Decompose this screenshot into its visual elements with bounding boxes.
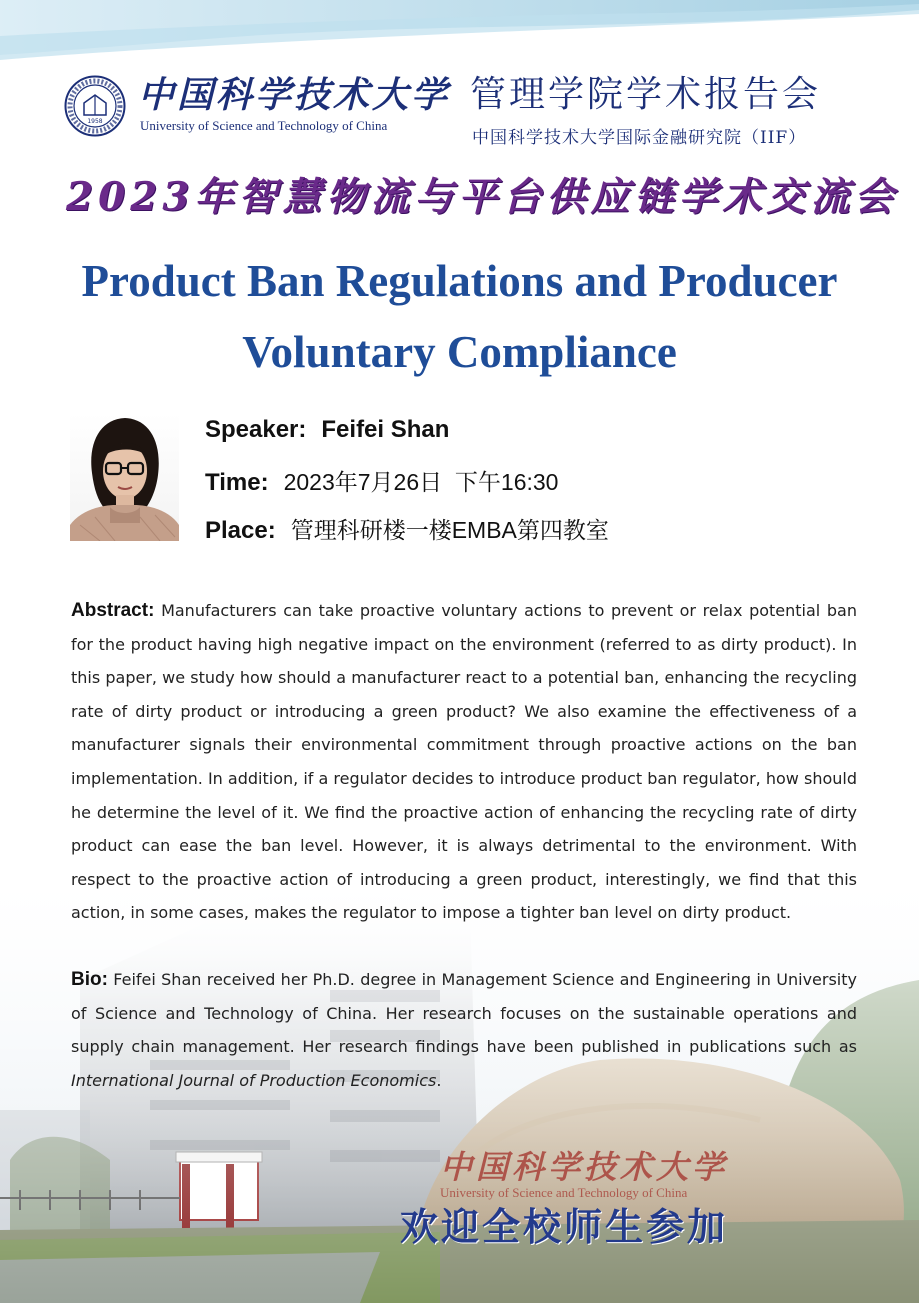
place-label: Place:	[205, 517, 276, 544]
time-value: 2023年7月26日 下午16:30	[283, 469, 559, 495]
place-value: 管理科研楼一楼EMBA第四教室	[290, 517, 609, 543]
talk-title	[30, 246, 889, 388]
event-title: 2023年智慧物流与平台供应链学术交流会	[66, 174, 899, 220]
talk-title-line-1: Product Ban Regulations and Producer	[81, 256, 838, 306]
time-label: Time:	[205, 469, 269, 496]
time-line	[205, 464, 558, 497]
speaker-line	[205, 416, 449, 444]
place-line	[205, 512, 609, 545]
seal-year: 1958	[87, 118, 103, 125]
school-seminar-title: 管理学院学术报告会	[470, 74, 822, 115]
header-wave-decoration	[0, 0, 919, 70]
ustc-seal-logo	[64, 75, 126, 137]
bio-end: .	[436, 1070, 442, 1090]
speaker-label: Speaker:	[205, 416, 307, 443]
university-name-en: University of Science and Technology of China	[140, 118, 388, 133]
bio-label: Bio:	[71, 969, 108, 990]
rock-inscription-cn: 中国科学技术大学	[440, 1148, 729, 1186]
bio-paragraph	[71, 963, 857, 1097]
institute-name: 中国科学技术大学国际金融研究院（IIF）	[472, 128, 807, 148]
abstract-label: Abstract:	[71, 600, 155, 621]
abstract-text: Manufacturers can take proactive voluntary actions to prevent or relax potential ban for the product having high negative impact on the environment (referred to as dirty product). In this paper, we study how should a manufacturer react to a potential ban, enhancing the recycling rate of dirty product or introducing a green product? We also examine the effectiveness of a manufacturer signals their environmental commitment through proactive actions on the ban implementation. In addition, if a regulator decides to introduce product ban regulator, how should he determine the level of it. We find the proactive action of enhancing the recycling rate of dirty product can ease the ban level. However, it is always detrimental to the environment. With respect to the proactive action of introducing a green product, interestingly, we find that this action, in some cases, makes the regulator to impose a tighter ban level on dirty product.	[71, 601, 857, 923]
rock-inscription-en: University of Science and Technology of China	[440, 1185, 688, 1200]
talk-title-line-2: Voluntary Compliance	[242, 327, 677, 377]
welcome-banner: 欢迎全校师生参加	[400, 1204, 729, 1249]
abstract-paragraph	[71, 594, 857, 930]
bio-journal: International Journal of Production Economics	[71, 1070, 437, 1090]
university-name-cn: 中国科学技术大学	[138, 74, 451, 116]
bio-text: Feifei Shan received her Ph.D. degree in Management Science and Engineering in University of Science and Technology of China. Her research focuses on the sustainable operations and supply chain management. Her research findings have been published in publications such as	[71, 970, 857, 1057]
speaker-name: Feifei Shan	[321, 416, 450, 443]
speaker-photo	[70, 413, 179, 541]
